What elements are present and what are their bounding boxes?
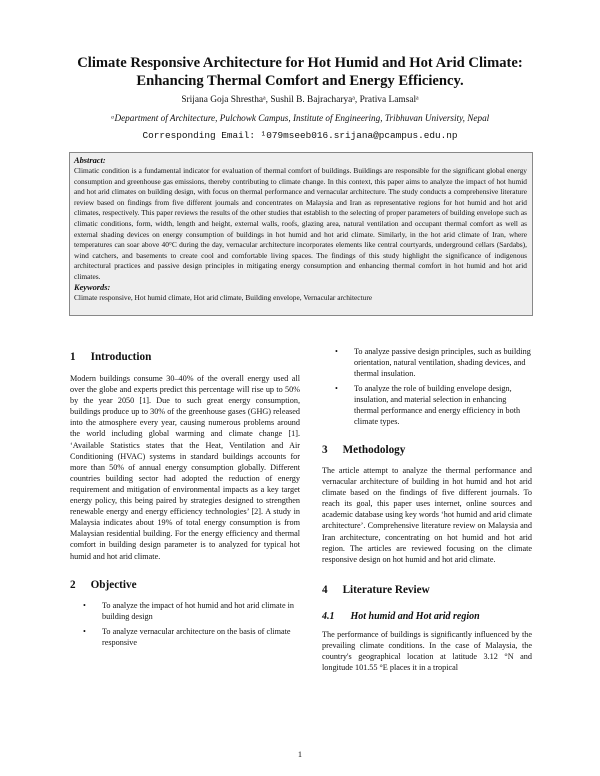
keywords-text: Climate responsive, Hot humid climate, Hot arid climate, Building envelope, Vernacular architecture [74, 292, 373, 302]
section-number: 1 [70, 351, 76, 363]
affiliation: ᵃDepartment of Architecture, Pulchowk Campus, Institute of Engineering, Tribhuvan University, Nepal [110, 113, 490, 123]
objective-list [70, 600, 300, 648]
right-column [322, 346, 532, 673]
bullet-icon: • [335, 384, 338, 393]
list-item: • To analyze the impact of hot humid and hot arid climate in building design [83, 600, 295, 621]
paper-title [60, 54, 540, 90]
section-title: Literature Review [342, 583, 430, 596]
corresponding-email: Corresponding Email: ¹079mseeb016.srijana@pcampus.edu.np [142, 130, 458, 141]
section-number: 4 [322, 583, 328, 596]
list-item: • To analyze vernacular architecture on the basis of climate responsive [83, 626, 291, 647]
section-heading-literature-review [322, 583, 532, 597]
section-heading-methodology [322, 443, 532, 457]
section-number: 2 [70, 578, 76, 591]
subsection-title: Hot humid and Hot arid region [350, 610, 480, 622]
subsection-heading [322, 611, 532, 623]
literature-text: The performance of buildings is significantly influenced by the prevailing climate conditions. In the case of Malaysia, the country's geographical location at latitude 3.12 °N and longitude 101.55 °E places it in a tropical [322, 629, 532, 673]
abstract-box [69, 152, 533, 316]
section-heading-introduction [70, 350, 300, 364]
section-heading-objective [70, 578, 300, 592]
page-number: 1 [297, 750, 303, 759]
bullet-icon: • [83, 626, 86, 636]
section-title: Introduction [90, 351, 152, 363]
section-title: Objective [90, 578, 137, 591]
bullet-icon: • [83, 600, 86, 610]
keywords-heading: Keywords: [74, 282, 111, 292]
objective-list-continued [322, 346, 532, 427]
abstract-text: Climatic condition is a fundamental indicator for evaluation of thermal comfort of buildings. Buildings are responsible for the significant global energy consumption and greenhouse gas emissions, thereby contributing to climate change. In this context, this paper aims to analyze the impact of hot humid and hot arid climates on building design, with focus on thermal performance and vernacular architecture. The study conducts a comprehensive literature review based on findings from five different journals and concentrates on Malaysia and Iran as representative regions for hot humid and hot arid climates, respectively. This paper reviews the results of the other studies that establish to the selecting of proper parameters of building envelope such as climatic conditions, form, width, length and height, external walls, roofs, glazing area, natural ventilation and occupant thermal comfort as well as external shading devices on energy consumption of buildings in hot humid and hot arid climate. Similarly, in the hot arid climate of Iran, where temperatures can soar above 40°C during the day, vernacular architecture incorporates elements like central courtyards, underground cellars (Sardabs), wind catchers, and basements to create cool and comfortable living spaces. The findings of this study highlight the significance of indigenous architectural practices and passive design principles in mitigating energy consumption and enhancing thermal comfort in hot humid and hot arid climates. [74, 166, 527, 281]
abstract-heading: Abstract: [74, 156, 106, 165]
methodology-text: The article attempt to analyze the thermal performance and vernacular architecture of building in hot humid and hot arid climate based on the findings of five different journals. To reach its goal, this paper uses internet, online sources and academic database using key words ‘hot humid and arid climate architecture’. Comprehensive literature review on Malaysia and Iran architecture, concentrating on hot humid and hot arid region. The articles are reviewed focusing on the climate responsive design on hot humid and hot arid climate. [322, 466, 532, 564]
left-column [70, 350, 300, 652]
list-item: • To analyze the role of building envelope design, insulation, and material selection in enhancing thermal performance and energy efficiency in both climate types. [335, 384, 521, 426]
section-number: 3 [322, 444, 328, 456]
title-line-1: Climate Responsive Architecture for Hot Humid and Hot Arid Climate: [77, 55, 523, 71]
author-list: Srijana Goja Shresthaᵃ, Sushil B. Bajracharyaᵃ, Prativa Lamsalᵃ [181, 95, 419, 105]
subsection-number: 4.1 [322, 610, 335, 622]
section-title: Methodology [342, 444, 406, 456]
bullet-icon: • [335, 347, 338, 356]
list-item: • To analyze passive design principles, such as building orientation, natural ventilation, shading devices, and thermal insulation. [335, 347, 531, 378]
title-line-2: Enhancing Thermal Comfort and Energy Efficiency. [136, 73, 464, 89]
introduction-text: Modern buildings consume 30–40% of the overall energy used all over the globe and experts predict this percentage will rise up to 50% by the year 2050 [1]. Due to such great energy consumption, buildings produce up to 30% of the greenhouse gases (GHG) released into the atmosphere every year, causing numerous problems around the world including global warming and climate change [1]. ‘Available Statistics states that the Heat, Ventilation and Air Conditioning (HVAC) systems in standard buildings accounts for more than 50% of annual energy consumption globally. Different countries building sector had adopted the reduction of energy requirement and mitigation of environmental impacts as a key target energy policy, this being paired by strategies designed to strengthen renewable energy and energy efficiency technologies’ [2]. A study in Malaysia indicates about 19% of total energy consumption is from Malaysian residential building. For the energy efficiency and thermal comfort in building design parameter is to analyzed for typical hot humid and hot arid climate. [70, 374, 300, 561]
